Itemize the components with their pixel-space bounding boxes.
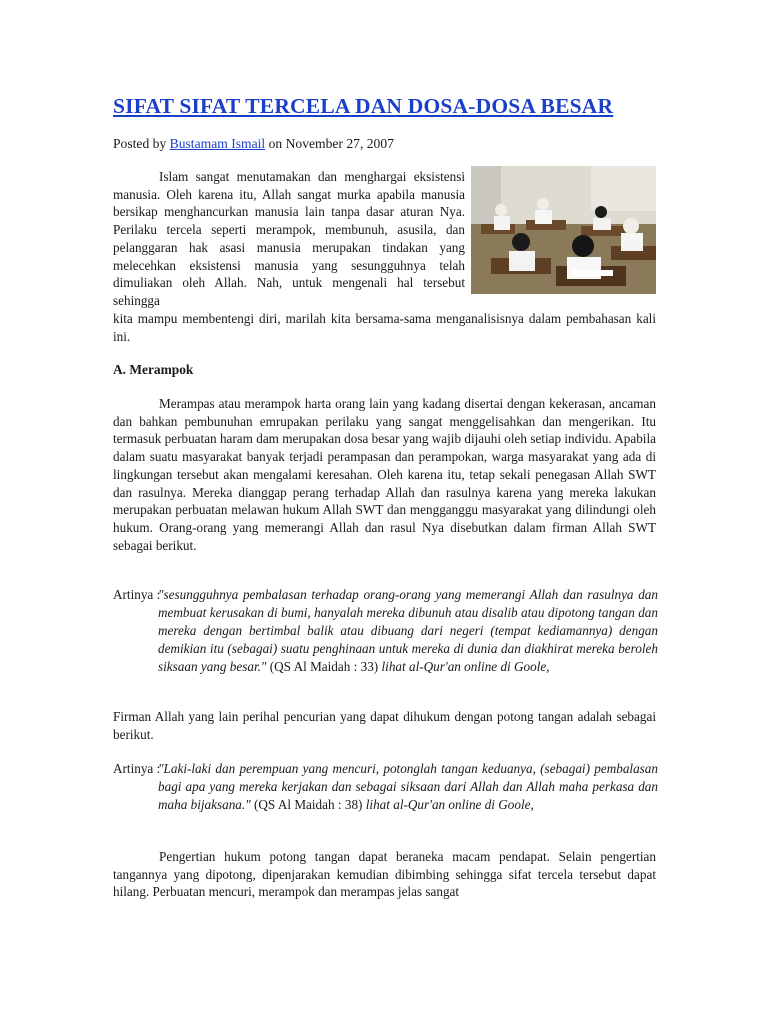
quote-reference: (QS Al Maidah : 38) bbox=[254, 797, 363, 812]
quote-body bbox=[158, 586, 658, 676]
quote-online-link: lihat al-Qur'an online di Goole, bbox=[365, 797, 534, 812]
quote-label: Artinya : bbox=[113, 761, 161, 776]
classroom-illustration bbox=[471, 166, 656, 294]
byline-prefix: Posted by bbox=[113, 136, 167, 151]
closing-paragraph bbox=[113, 848, 656, 901]
quote-block-1 bbox=[113, 586, 658, 676]
quote-text: "sesungguhnya pembalasan terhadap orang-orang yang memerangi Allah dan rasulnya dan membuat kerusakan di bumi, hanyalah mereka dibunuh atau disalib atau dipotong tangan dan mereka dengan bertimbal balik atau dibuang dari negeri (tempat kediamannya) dengan demikian itu (sebagai) suatu penghinaan untuk mereka di dunia dan diakhirat mereka beroleh siksaan yang besar." bbox=[158, 587, 658, 674]
intro-paragraph bbox=[113, 168, 465, 310]
quote-text: "Laki-laki dan perempuan yang mencuri, potonglah tangan keduanya, (sebagai) pembalasan bagi apa yang mereka kerjakan dan sebagai siksaan dari Allah dan Allah maha perkasa dan maha bijaksana." bbox=[158, 761, 658, 812]
intro-paragraph-continued: kita mampu membentengi diri, marilah kita bersama-sama menganalisisnya dalam pembahasan kali ini. bbox=[113, 311, 656, 344]
classroom-photo bbox=[471, 166, 656, 294]
quote-label: Artinya : bbox=[113, 587, 161, 602]
firman-paragraph: Firman Allah yang lain perihal pencurian yang dapat dihukum dengan potong tangan adalah sebagai berikut. bbox=[113, 709, 656, 742]
quote-online-link: lihat al-Qur'an online di Goole, bbox=[381, 659, 550, 674]
quote-block-2 bbox=[113, 760, 658, 814]
author-link[interactable]: Bustamam Ismail bbox=[169, 136, 266, 151]
article-title[interactable]: SIFAT SIFAT TERCELA DAN DOSA-DOSA BESAR bbox=[113, 94, 614, 118]
byline bbox=[113, 136, 394, 152]
section-text: Merampas atau merampok harta orang lain yang kadang disertai dengan kekerasan, ancaman dan bahkan pembunuhan emrupakan perilaku yang sangat menggelisahkan dan mengerikan. Itu termasuk perbuatan haram dam merupakan dosa besar yang wajib dijauhi oleh setiap individu. Apabila dalam suatu masyarakat banyak terjadi perampasan dan perampokan, warga masyarakat yang ada di lingkungan tersebut akan mengalami keresahan. Oleh karena itu, tetap sekali penegasan Allah SWT dan rasulnya. Mereka dianggap perang terhadap Allah dan rasulnya karena yang mereka lakukan merupakan perbuatan melawan hukum Allah SWT dan mengganggu masyarakat yang dilindungi oleh hukum. Orang-orang yang memerangi Allah dan rasul Nya disebutkan dalam firman Allah SWT sebagai berikut. bbox=[113, 396, 656, 553]
intro-text: Islam sangat menutamakan dan menghargai eksistensi manusia. Oleh karena itu, Allah sangat murka apabila manusia bersikap menghancurkan manusia lain tanpa dasar aturan Nya. Perilaku tercela seperti merampok, membunuh, asusila, dan pelanggaran hak asasi manusia merupakan tindakan yang melecehkan eksistensi manusia yang sesungguhnya telah dimuliakan oleh Allah. Nah, untuk mengenali hal tersebut sehingga bbox=[113, 169, 465, 308]
closing-text: Pengertian hukum potong tangan dapat beraneka macam pendapat. Selain pengertian tangannya yang dipotong, dipenjarakan kemudian dibimbing sehingga sifat tercela tersebut dapat hilang. Perbuatan mencuri, merampok dan merampas jelas sangat bbox=[113, 849, 656, 900]
section-paragraph bbox=[113, 395, 656, 554]
quote-reference: (QS Al Maidah : 33) bbox=[269, 659, 379, 674]
section-heading-merampok: A. Merampok bbox=[113, 362, 194, 377]
byline-date: on November 27, 2007 bbox=[268, 136, 394, 151]
quote-body bbox=[158, 760, 658, 814]
